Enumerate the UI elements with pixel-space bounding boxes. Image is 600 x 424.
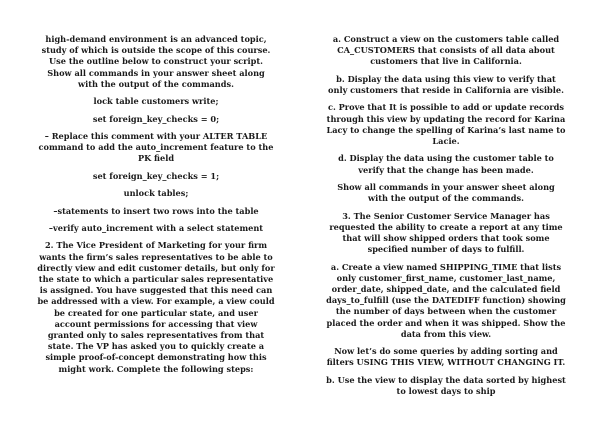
left-column bbox=[36, 34, 276, 381]
paragraph-intro: high-demand environment is an advanced topic, study of which is outside the scope of this course. Use the outline below to construct your script. Show all commands in your answer sheet along with the output of the commands. bbox=[41, 34, 271, 89]
step-3b: b. Use the view to display the data sorted by highest to lowest days to ship bbox=[326, 374, 566, 396]
step-3a: a. Create a view named SHIPPING_TIME that lists only customer_first_name, customer_last_name, order_date, shipped_date, and the calculated field days_to_fulfill (use the DATEDIFF function) showing the number of days between when the customer placed the order and when it was shipped. Show the data from this view. bbox=[326, 261, 566, 339]
code-fk-checks-off: set foreign_key_checks = 0; bbox=[92, 113, 220, 124]
code-comment-alter: – Replace this comment with your ALTER TABLE command to add the auto_increment feature to the PK field bbox=[38, 130, 274, 164]
instruction-show-commands: Show all commands in your answer sheet along with the output of the commands. bbox=[337, 181, 555, 204]
step-2a: a. Construct a view on the customers table called CA_CUSTOMERS that consists of all data about customers that live in California. bbox=[332, 34, 560, 67]
code-lock-tables: lock table customers write; bbox=[93, 96, 219, 107]
paragraph-question-3: 3. The Senior Customer Service Manager has requested the ability to create a report at any time that will show shipped orders that took some specified number of days to fulfill. bbox=[329, 210, 563, 255]
right-column bbox=[326, 34, 566, 403]
instruction-queries: Now let’s do some queries by adding sorting and filters USING THIS VIEW, WITHOUT CHANGING IT. bbox=[326, 346, 566, 368]
paragraph-question-2: 2. The Vice President of Marketing for your firm wants the firm’s sales representatives to be able to directly view and edit customer details, but only for the state to which a particular sales representative is assigned. You have suggested that this need can be addressed with a view. For example, a view could be created for one particular state, and user account permissions for accessing that view granted only to sales representatives from that state. The VP has asked you to quickly create a simple proof-of-concept demonstrating how this might work. Complete the following steps: bbox=[37, 240, 275, 374]
code-comment-insert: –statements to insert two rows into the table bbox=[53, 205, 259, 216]
code-fk-checks-on: set foreign_key_checks = 1; bbox=[92, 170, 220, 181]
step-2b: b. Display the data using this view to verify that only customers that reside in California are visible. bbox=[328, 73, 564, 95]
step-2c: c. Prove that It is possible to add or update records through this view by updating the record for Karina Lacy to change the spelling of Karina’s last name to Lacie. bbox=[326, 102, 566, 146]
code-comment-verify: –verify auto_increment with a select statement bbox=[48, 222, 264, 233]
step-2d: d. Display the data using the customer table to verify that the change has been made. bbox=[338, 153, 554, 175]
code-unlock-tables: unlock tables; bbox=[123, 188, 189, 199]
